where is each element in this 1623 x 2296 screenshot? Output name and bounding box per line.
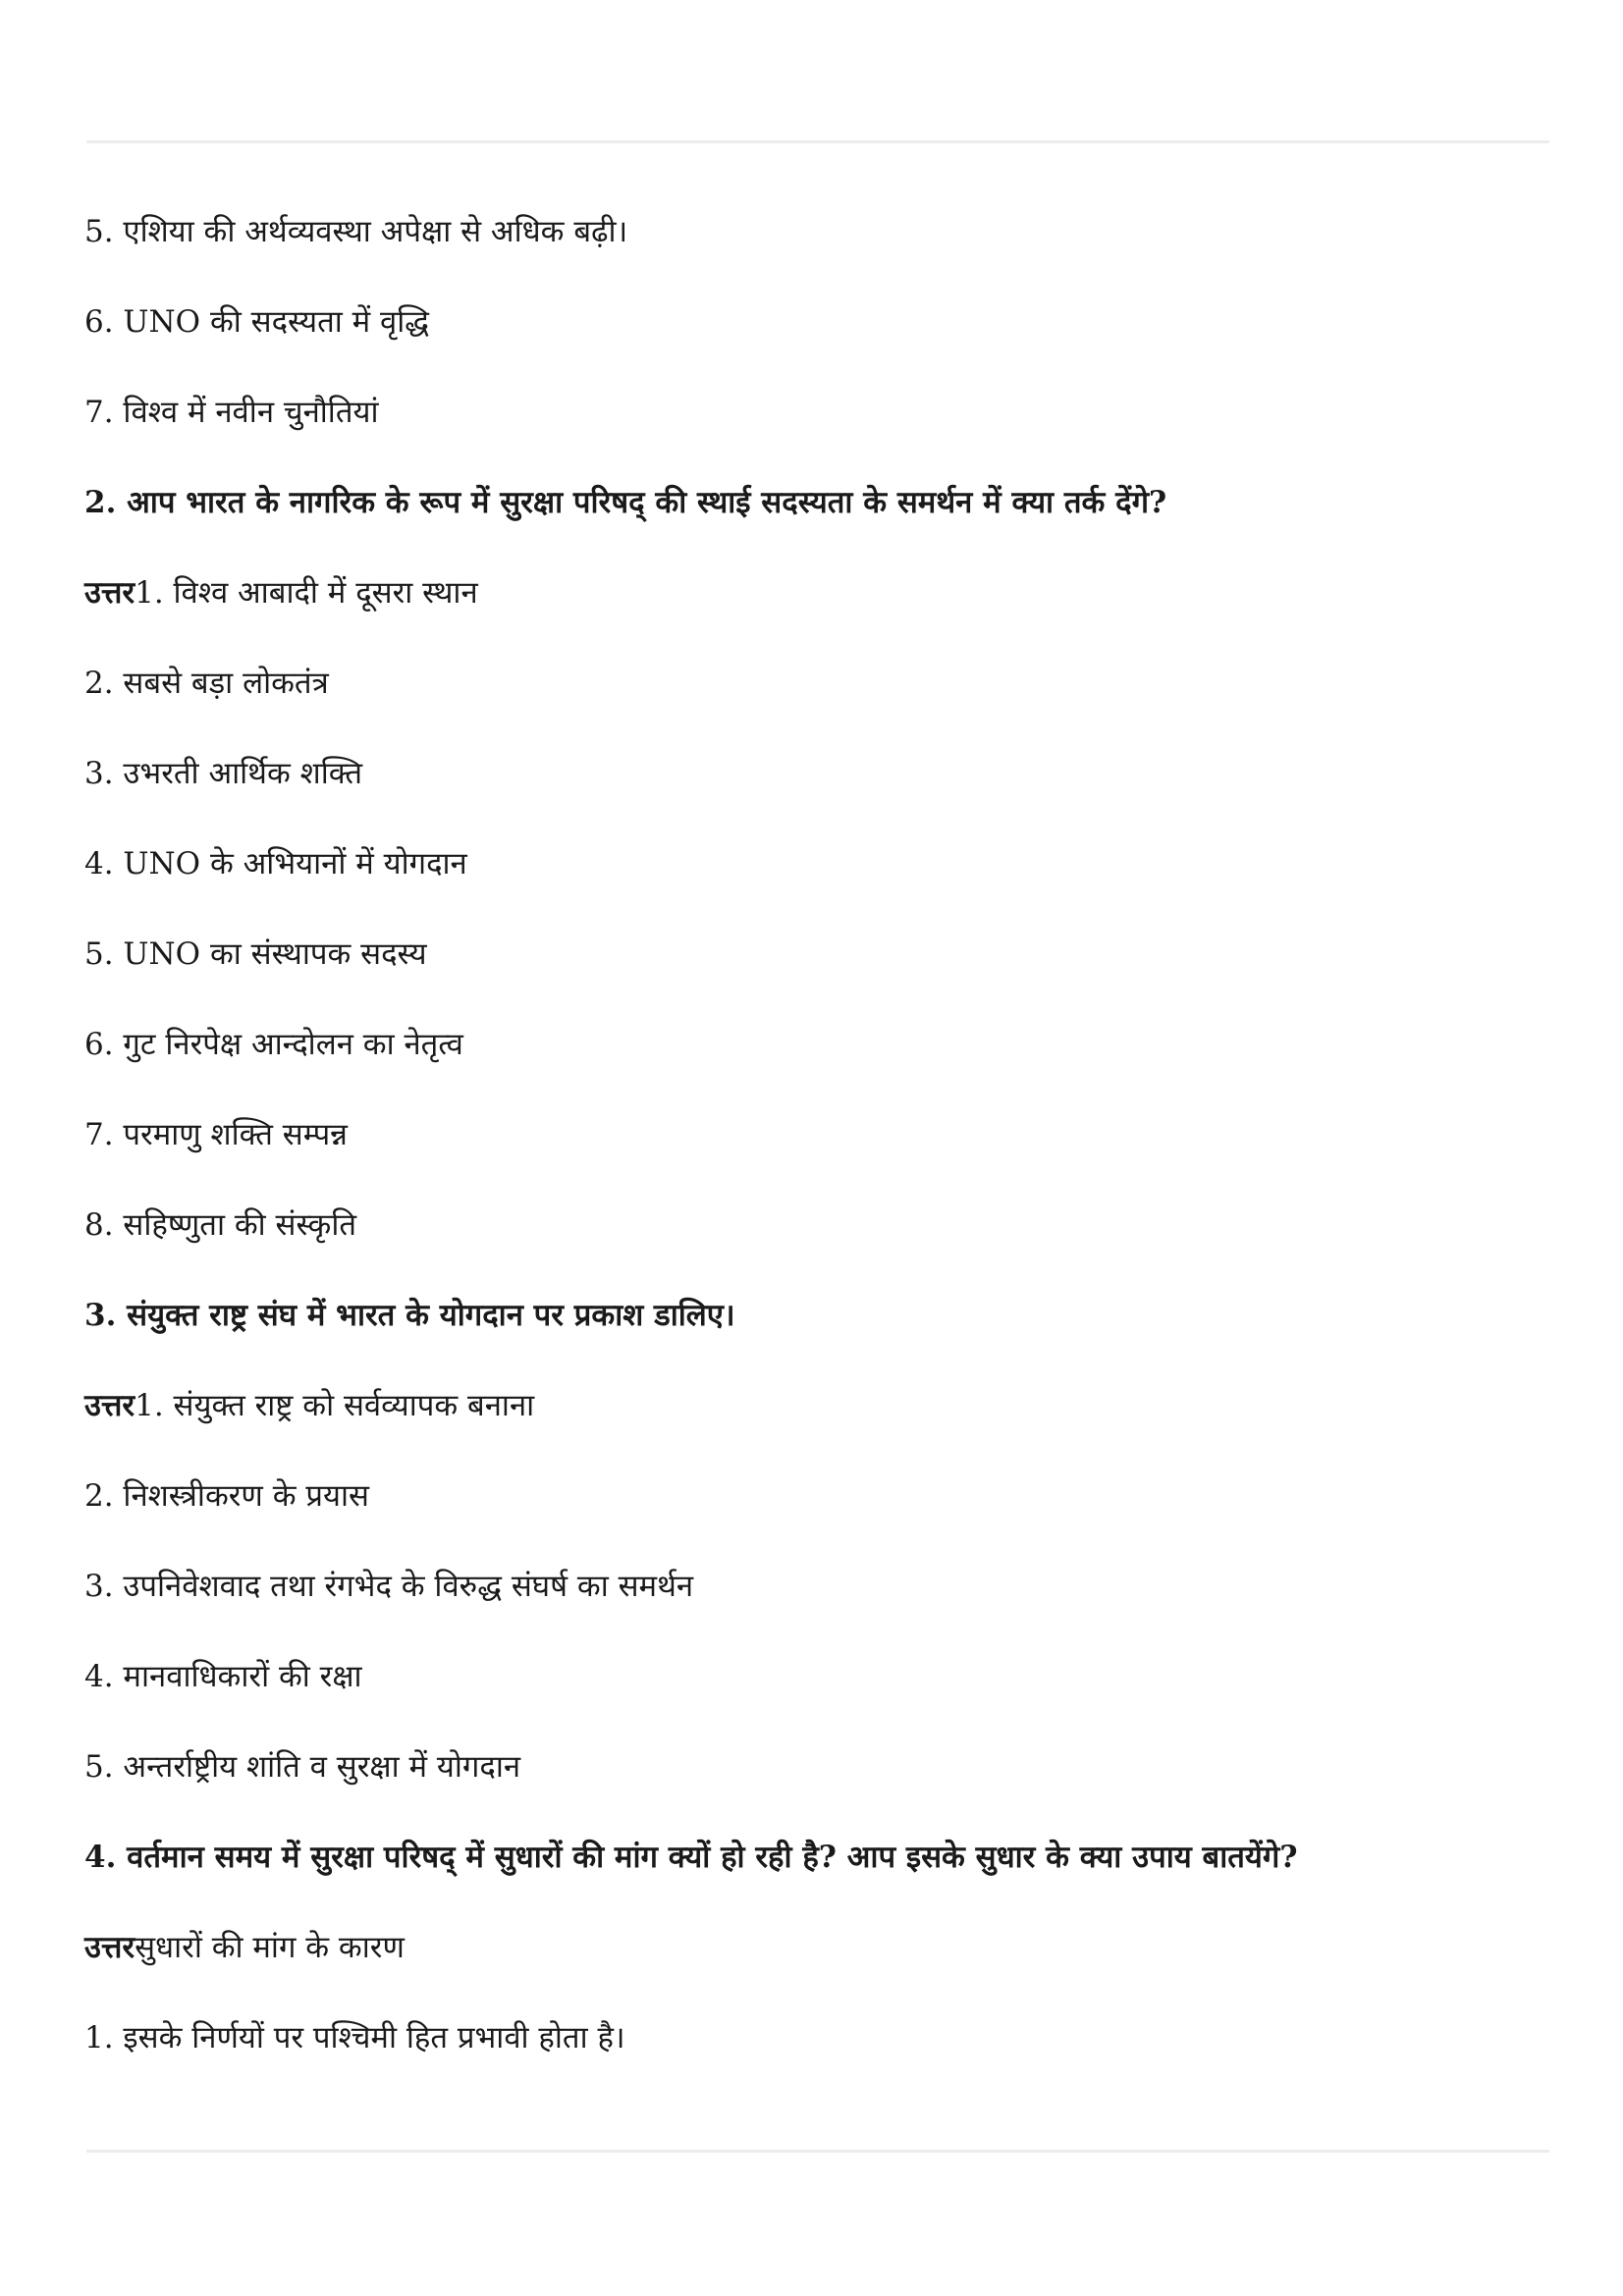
- list-item: 3. उभरती आर्थिक शक्ति: [84, 756, 363, 791]
- question-heading: 4. वर्तमान समय में सुरक्षा परिषद् में सुधारों की मांग क्यों हो रही है? आप इसके सुधार के क्या उपाय बातयेंगे?: [84, 1840, 1298, 1875]
- answer-line: [84, 571, 478, 614]
- list-item: 2. निशस्त्रीकरण के प्रयास: [84, 1478, 369, 1514]
- list-item: 3. उपनिवेशवाद तथा रंगभेद के विरुद्ध संघर्ष का समर्थन: [84, 1569, 694, 1604]
- answer-label: उत्तर: [84, 1930, 135, 1965]
- answer-label: उत्तर: [84, 575, 135, 611]
- answer-line: [84, 1926, 405, 1969]
- question-heading: 2. आप भारत के नागरिक के रूप में सुरक्षा परिषद् की स्थाई सदस्यता के समर्थन में क्या तर्क देंगे?: [84, 485, 1167, 520]
- top-divider: [86, 140, 1549, 143]
- answer-line: [84, 1384, 534, 1427]
- list-item: 4. UNO के अभियानों में योगदान: [84, 846, 467, 881]
- list-item: 5. UNO का संस्थापक सदस्य: [84, 936, 427, 972]
- list-item: 5. एशिया की अर्थव्यवस्था अपेक्षा से अधिक बढ़ी।: [84, 214, 628, 249]
- list-item: 6. गुट निरपेक्ष आन्दोलन का नेतृत्व: [84, 1027, 463, 1062]
- answer-text: 1. संयुक्त राष्ट्र को सर्वव्यापक बनाना: [135, 1388, 535, 1423]
- list-item: 1. इसके निर्णयों पर पश्चिमी हित प्रभावी होता है।: [84, 2020, 625, 2056]
- list-item: 2. सबसे बड़ा लोकतंत्र: [84, 666, 329, 701]
- list-item: 7. विश्व में नवीन चुनौतियां: [84, 395, 379, 430]
- list-item: 5. अन्तर्राष्ट्रीय शांति व सुरक्षा में योगदान: [84, 1749, 521, 1785]
- answer-text: सुधारों की मांग के कारण: [135, 1930, 405, 1965]
- answer-text: 1. विश्व आबादी में दूसरा स्थान: [135, 575, 478, 611]
- list-item: 8. सहिष्णुता की संस्कृति: [84, 1207, 357, 1243]
- list-item: 4. मानवाधिकारों की रक्षा: [84, 1659, 362, 1694]
- list-item: 7. परमाणु शक्ति सम्पन्न: [84, 1117, 348, 1152]
- list-item: 6. UNO की सदस्यता में वृद्धि: [84, 304, 430, 340]
- question-heading: 3. संयुक्त राष्ट्र संघ में भारत के योगदान पर प्रकाश डालिए।: [84, 1298, 735, 1333]
- bottom-divider: [86, 2150, 1549, 2153]
- answer-label: उत्तर: [84, 1388, 135, 1423]
